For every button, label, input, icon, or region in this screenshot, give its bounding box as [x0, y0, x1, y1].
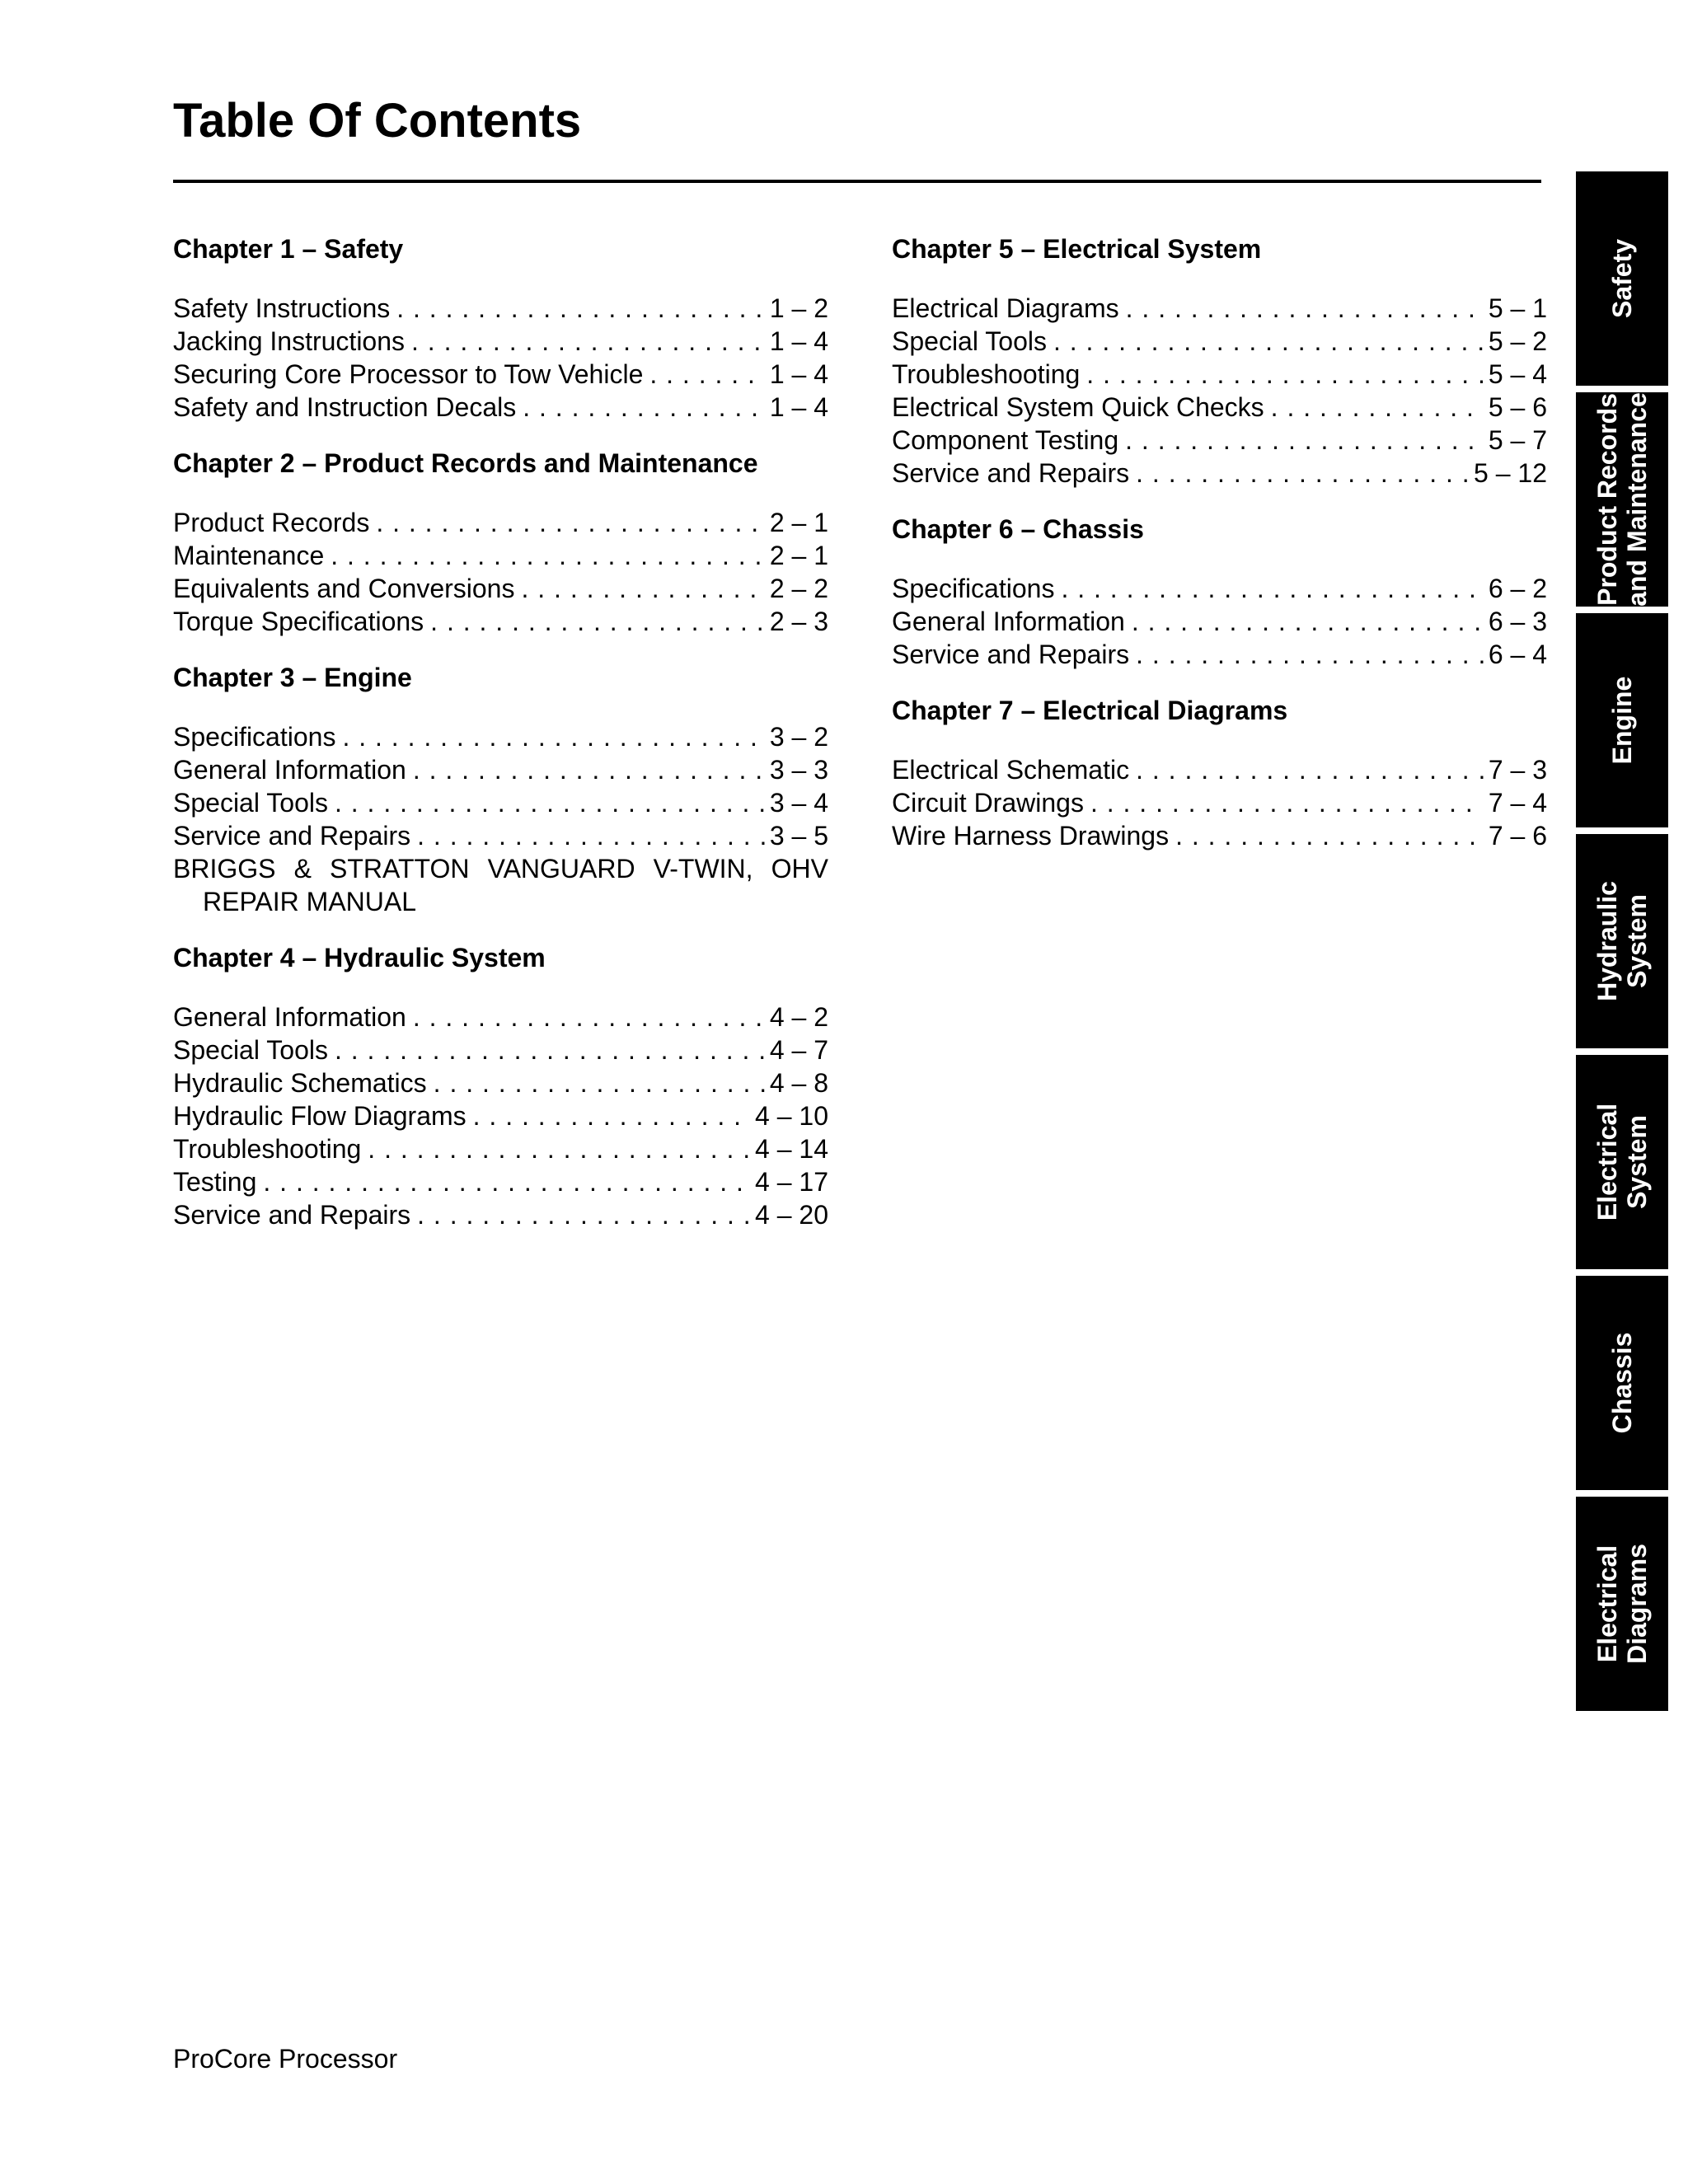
toc-entry[interactable] — [173, 292, 828, 325]
entry-page: 1 – 4 — [769, 359, 828, 389]
engine-manual-reference[interactable]: BRIGGS & STRATTON VANGUARD V-TWIN, OHV — [173, 854, 828, 883]
entry-label: Troubleshooting — [173, 1134, 362, 1164]
entry-label: Testing — [173, 1167, 257, 1197]
dot-leader — [411, 325, 765, 358]
entry-page: 4 – 17 — [755, 1167, 828, 1197]
toc-entry[interactable] — [892, 391, 1547, 424]
dot-leader — [376, 506, 765, 539]
entry-label: Safety Instructions — [173, 293, 391, 323]
entry-label: Safety and Instruction Decals — [173, 392, 517, 422]
toc-entry[interactable] — [892, 457, 1547, 490]
toc-entry[interactable] — [173, 1198, 828, 1231]
entry-label: Hydraulic Schematics — [173, 1068, 427, 1098]
entry-label: Service and Repairs — [892, 640, 1130, 669]
dot-leader — [521, 572, 764, 605]
entry-page: 5 – 4 — [1488, 359, 1547, 389]
dot-leader — [413, 753, 765, 786]
toc-entry[interactable] — [892, 292, 1547, 325]
entry-page: 5 – 6 — [1488, 392, 1547, 422]
tab-label: Hydraulic System — [1592, 881, 1652, 1001]
entry-page: 5 – 12 — [1474, 458, 1547, 488]
dot-leader — [649, 358, 764, 391]
chapter-heading: Chapter 7 – Electrical Diagrams — [892, 696, 1288, 725]
toc-entry[interactable] — [892, 605, 1547, 638]
entry-label: Electrical Schematic — [892, 755, 1130, 785]
toc-entry[interactable] — [173, 819, 828, 852]
entry-page: 6 – 2 — [1488, 574, 1547, 603]
toc-entry[interactable] — [892, 786, 1547, 819]
chapter-5 — [892, 232, 1547, 490]
dot-leader — [434, 1066, 765, 1099]
tab-chassis[interactable] — [1576, 1276, 1668, 1490]
entry-page: 3 – 4 — [769, 788, 828, 818]
entry-label: Maintenance — [173, 541, 325, 570]
chapter-3 — [173, 661, 828, 918]
entry-label: Jacking Instructions — [173, 326, 406, 356]
chapter-heading: Chapter 2 – Product Records and Maintenance — [173, 448, 758, 478]
tab-electrical-diagrams[interactable] — [1576, 1497, 1668, 1711]
entry-label: Electrical Diagrams — [892, 293, 1119, 323]
tab-label: Product Records and Maintenance — [1592, 392, 1652, 607]
entry-page: 4 – 14 — [755, 1134, 828, 1164]
entry-page: 2 – 1 — [769, 541, 828, 570]
toc-entry[interactable] — [173, 391, 828, 424]
dot-leader — [1126, 292, 1484, 325]
entry-page: 2 – 3 — [769, 607, 828, 636]
tab-label: Safety — [1607, 238, 1637, 319]
entry-page: 1 – 2 — [769, 293, 828, 323]
tab-engine[interactable] — [1576, 613, 1668, 827]
dot-leader — [1086, 358, 1484, 391]
tab-hydraulic-system[interactable] — [1576, 834, 1668, 1048]
entry-label: Troubleshooting — [892, 359, 1081, 389]
toc-entry[interactable] — [892, 572, 1547, 605]
entry-label: Service and Repairs — [173, 821, 411, 851]
toc-entry[interactable] — [892, 424, 1547, 457]
entry-page: 6 – 4 — [1488, 640, 1547, 669]
toc-entry[interactable] — [173, 539, 828, 572]
toc-entry[interactable] — [892, 325, 1547, 358]
entry-page: 5 – 7 — [1488, 425, 1547, 455]
toc-entry[interactable] — [173, 1165, 828, 1198]
entry-label: Special Tools — [173, 788, 328, 818]
entry-label: Torque Specifications — [173, 607, 424, 636]
entry-label: Service and Repairs — [173, 1200, 411, 1230]
entry-page: 1 – 4 — [769, 326, 828, 356]
tab-label: Electrical Diagrams — [1592, 1544, 1652, 1664]
toc-entry[interactable] — [173, 506, 828, 539]
dot-leader — [263, 1165, 750, 1198]
entry-label: Wire Harness Drawings — [892, 821, 1170, 851]
entry-label: Product Records — [173, 508, 370, 537]
dot-leader — [523, 391, 765, 424]
dot-leader — [1136, 638, 1484, 671]
entry-label: Special Tools — [173, 1035, 328, 1065]
dot-leader — [417, 819, 765, 852]
entry-page: 7 – 6 — [1488, 821, 1547, 851]
dot-leader — [335, 786, 765, 819]
dot-leader — [413, 1001, 765, 1033]
entry-page: 3 – 2 — [769, 722, 828, 752]
dot-leader — [1125, 424, 1484, 457]
chapter-6 — [892, 513, 1547, 671]
toc-entry[interactable] — [173, 1066, 828, 1099]
entry-page: 4 – 7 — [769, 1035, 828, 1065]
chapter-7 — [892, 694, 1547, 852]
toc-entry[interactable] — [173, 1132, 828, 1165]
toc-left-column — [173, 232, 828, 1254]
entry-label: Specifications — [173, 722, 336, 752]
entry-page: 4 – 10 — [755, 1101, 828, 1131]
engine-manual-reference-continued: REPAIR MANUAL — [203, 887, 417, 916]
entry-page: 1 – 4 — [769, 392, 828, 422]
dot-leader — [1053, 325, 1484, 358]
entry-label: General Information — [173, 1002, 406, 1032]
entry-page: 4 – 8 — [769, 1068, 828, 1098]
chapter-heading: Chapter 1 – Safety — [173, 234, 404, 264]
entry-page: 3 – 5 — [769, 821, 828, 851]
dot-leader — [1090, 786, 1484, 819]
dot-leader — [1271, 391, 1484, 424]
toc-right-column — [892, 232, 1547, 875]
dot-leader — [396, 292, 765, 325]
entry-page: 2 – 1 — [769, 508, 828, 537]
chapter-entries — [892, 572, 1547, 671]
entry-label: Special Tools — [892, 326, 1047, 356]
chapter-heading: Chapter 4 – Hydraulic System — [173, 943, 546, 972]
chapter-heading: Chapter 5 – Electrical System — [892, 234, 1262, 264]
dot-leader — [368, 1132, 750, 1165]
page-title: Table Of Contents — [173, 94, 582, 148]
entry-label: Securing Core Processor to Tow Vehicle — [173, 359, 644, 389]
entry-label: Component Testing — [892, 425, 1119, 455]
chapter-entries — [892, 753, 1547, 852]
toc-entry[interactable] — [173, 1099, 828, 1132]
entry-page: 7 – 4 — [1488, 788, 1547, 818]
dot-leader — [1136, 753, 1484, 786]
toc-entry[interactable] — [892, 358, 1547, 391]
dot-leader — [331, 539, 765, 572]
dot-leader — [473, 1099, 750, 1132]
toc-entry[interactable] — [173, 786, 828, 819]
toc-entry[interactable] — [173, 325, 828, 358]
toc-entry[interactable] — [173, 1033, 828, 1066]
entry-page: 5 – 2 — [1488, 326, 1547, 356]
tab-label: Electrical System — [1592, 1103, 1652, 1221]
dot-leader — [430, 605, 765, 638]
dot-leader — [1175, 819, 1484, 852]
toc-entry[interactable] — [173, 605, 828, 638]
tab-electrical-system[interactable] — [1576, 1055, 1668, 1269]
chapter-entries — [173, 720, 828, 852]
tab-product-records[interactable] — [1576, 392, 1668, 607]
toc-entry[interactable] — [173, 720, 828, 753]
entry-page: 2 – 2 — [769, 574, 828, 603]
chapter-entries — [173, 292, 828, 424]
dot-leader — [1061, 572, 1483, 605]
footer-product-name: ProCore Processor — [173, 2044, 398, 2074]
toc-entry[interactable] — [892, 638, 1547, 671]
title-divider — [173, 180, 1541, 183]
entry-label: General Information — [173, 755, 406, 785]
toc-entry[interactable] — [892, 753, 1547, 786]
toc-entry[interactable] — [173, 753, 828, 786]
entry-label: Electrical System Quick Checks — [892, 392, 1264, 422]
chapter-4 — [173, 941, 828, 1231]
dot-leader — [417, 1198, 750, 1231]
entry-page: 5 – 1 — [1488, 293, 1547, 323]
entry-label: Specifications — [892, 574, 1055, 603]
dot-leader — [342, 720, 764, 753]
tab-label: Engine — [1607, 676, 1637, 765]
entry-page: 4 – 2 — [769, 1002, 828, 1032]
chapter-2 — [173, 447, 828, 638]
entry-label: Hydraulic Flow Diagrams — [173, 1101, 467, 1131]
entry-page: 3 – 3 — [769, 755, 828, 785]
tab-label: Chassis — [1607, 1332, 1637, 1434]
entry-page: 4 – 20 — [755, 1200, 828, 1230]
toc-entry[interactable] — [892, 819, 1547, 852]
entry-label: General Information — [892, 607, 1125, 636]
entry-label: Equivalents and Conversions — [173, 574, 515, 603]
chapter-entries — [173, 1001, 828, 1231]
entry-label: Circuit Drawings — [892, 788, 1084, 818]
chapter-heading: Chapter 3 – Engine — [173, 663, 412, 692]
entry-page: 6 – 3 — [1488, 607, 1547, 636]
chapter-1 — [173, 232, 828, 424]
entry-label: Service and Repairs — [892, 458, 1130, 488]
toc-entry[interactable] — [173, 358, 828, 391]
entry-page: 7 – 3 — [1488, 755, 1547, 785]
tab-safety[interactable] — [1576, 171, 1668, 386]
chapter-heading: Chapter 6 – Chassis — [892, 514, 1144, 544]
dot-leader — [1132, 605, 1484, 638]
toc-entry[interactable] — [173, 1001, 828, 1033]
dot-leader — [1136, 457, 1469, 490]
chapter-entries — [173, 506, 828, 638]
dot-leader — [335, 1033, 765, 1066]
toc-entry[interactable] — [173, 572, 828, 605]
chapter-entries — [892, 292, 1547, 490]
